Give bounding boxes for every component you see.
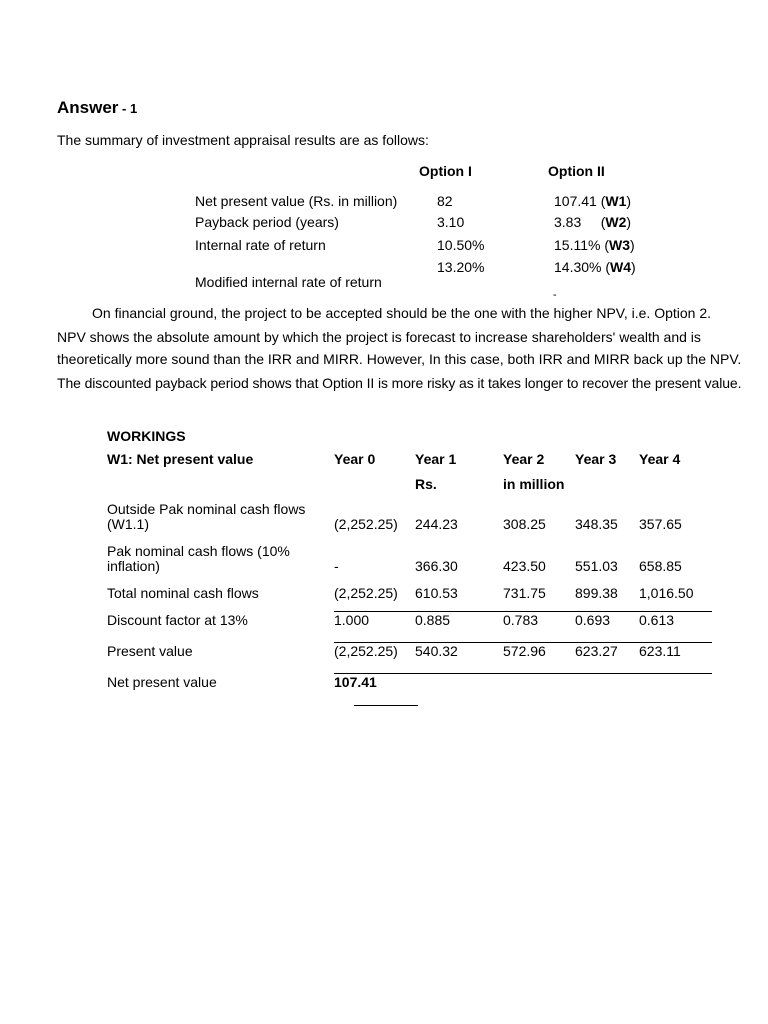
- row-label: Discount factor at 13%: [107, 612, 248, 628]
- cell-year-2: 423.50: [503, 558, 546, 574]
- paragraph-line: On financial ground, the project to be accepted should be the one with the higher NPV, i.e. Option 2.: [92, 305, 712, 321]
- table-rule: [334, 673, 712, 674]
- working-ref: W1: [605, 193, 627, 209]
- cell-year-3: 623.27: [575, 643, 618, 659]
- row-label-continued: inflation): [107, 558, 160, 574]
- cell-year-1: 244.23: [415, 516, 458, 532]
- row-label: Outside Pak nominal cash flows: [107, 501, 306, 517]
- year-header: Year 3: [575, 451, 617, 467]
- cell-year-0: (2,252.25): [334, 516, 398, 532]
- summary-option-2-value: 107.41 (W1): [554, 193, 632, 209]
- cell-year-0: (2,252.25): [334, 585, 398, 601]
- cell-year-0: -: [334, 558, 339, 574]
- cell-year-1: 540.32: [415, 643, 458, 659]
- working-ref: W2: [605, 214, 627, 230]
- row-label-continued: (W1.1): [107, 516, 149, 532]
- cell-year-2: 0.783: [503, 612, 539, 628]
- summary-option-1-value: 82: [437, 193, 453, 209]
- answer-heading-main: Answer: [57, 98, 119, 117]
- cell-year-0: 1.000: [334, 612, 370, 628]
- cell-year-4: 623.11: [639, 643, 681, 659]
- row-label: Present value: [107, 643, 193, 659]
- cell-year-3: 899.38: [575, 585, 618, 601]
- summary-label: Modified internal rate of return: [195, 274, 382, 290]
- working-ref: W4: [610, 259, 632, 275]
- paragraph-line: NPV shows the absolute amount by which the project is forecast to increase shareholders' wealth and is: [57, 329, 701, 345]
- year-header: Year 4: [639, 451, 681, 467]
- paragraph-line: theoretically more sound than the IRR and MIRR. However, In this case, both IRR and MIRR back up the NPV.: [57, 351, 742, 367]
- npv-total-value: 107.41: [334, 674, 377, 690]
- summary-header-option-1: Option I: [419, 163, 472, 179]
- summary-option-2-value: 3.83 (W2): [554, 214, 632, 230]
- answer-heading: [57, 97, 137, 120]
- cell-year-4: 0.613: [639, 612, 675, 628]
- intro-text: The summary of investment appraisal results are as follows:: [57, 132, 429, 148]
- summary-option-1-value: 3.10: [437, 214, 465, 230]
- summary-option-2-value: 14.30% (W4): [554, 259, 636, 275]
- unit-label: Rs.: [415, 476, 437, 492]
- year-header: Year 1: [415, 451, 457, 467]
- cell-year-0: (2,252.25): [334, 643, 398, 659]
- unit-label: in million: [503, 476, 565, 492]
- cell-year-2: 572.96: [503, 643, 546, 659]
- summary-option-1-value: 10.50%: [437, 237, 485, 253]
- cell-year-2: 308.25: [503, 516, 546, 532]
- cell-year-4: 658.85: [639, 558, 682, 574]
- row-label: Pak nominal cash flows (10%: [107, 543, 290, 559]
- summary-option-1-value: 13.20%: [437, 259, 485, 275]
- cell-year-1: 610.53: [415, 585, 458, 601]
- summary-label: Net present value (Rs. in million): [195, 193, 398, 209]
- summary-label: Payback period (years): [195, 214, 339, 230]
- row-label: Net present value: [107, 674, 217, 690]
- answer-heading-suffix: - 1: [118, 101, 138, 116]
- cell-year-1: 0.885: [415, 612, 451, 628]
- row-label: Total nominal cash flows: [107, 585, 259, 601]
- w1-table-title: W1: Net present value: [107, 451, 254, 467]
- npv-underline: [354, 705, 418, 706]
- summary-label: Internal rate of return: [195, 237, 326, 253]
- summary-option-2-value: 15.11% (W3): [554, 237, 635, 253]
- cell-year-3: 551.03: [575, 558, 618, 574]
- year-header: Year 2: [503, 451, 545, 467]
- cell-year-4: 357.65: [639, 516, 682, 532]
- cell-year-2: 731.75: [503, 585, 546, 601]
- cell-year-3: 0.693: [575, 612, 611, 628]
- cell-year-3: 348.35: [575, 516, 618, 532]
- paragraph-line: The discounted payback period shows that Option II is more risky as it takes longer to recover the present value.: [57, 375, 742, 391]
- cell-year-4: 1,016.50: [639, 585, 694, 601]
- cell-year-1: 366.30: [415, 558, 458, 574]
- workings-title: WORKINGS: [107, 428, 186, 444]
- working-ref: W3: [609, 237, 630, 253]
- summary-header-option-2: Option II: [548, 163, 605, 179]
- year-header: Year 0: [334, 451, 376, 467]
- stray-dash: -: [553, 289, 557, 301]
